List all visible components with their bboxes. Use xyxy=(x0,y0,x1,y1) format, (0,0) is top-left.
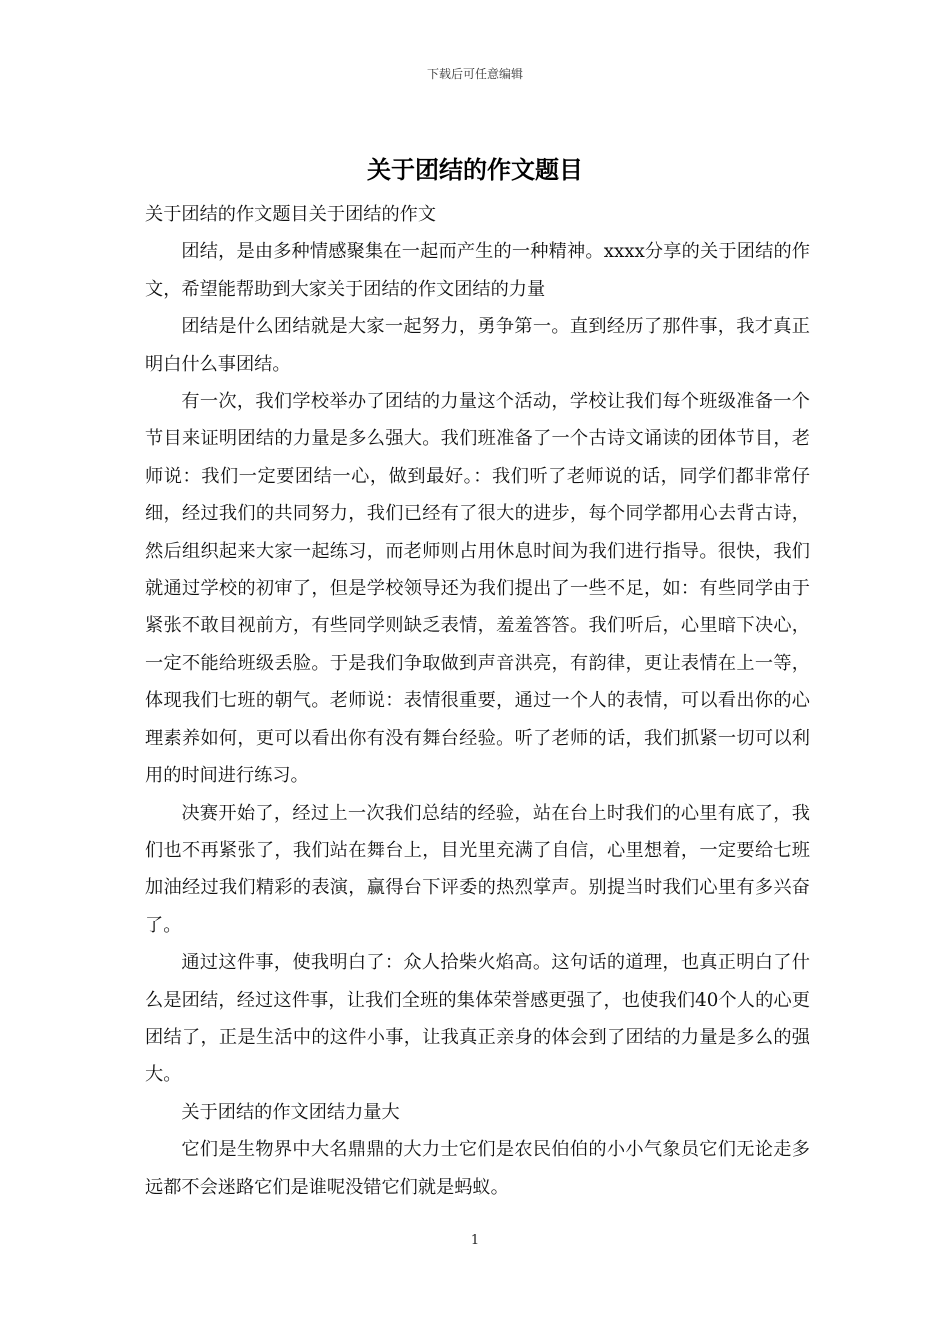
paragraph: 团结是什么团结就是大家一起努力，勇争第一。直到经历了那件事，我才真正明白什么事团结。 xyxy=(145,316,810,375)
paragraph: 决赛开始了，经过上一次我们总结的经验，站在台上时我们的心里有底了，我们也不再紧张了，我们站在舞台上，目光里充满了自信，心里想着，一定要给七班加油经过我们精彩的表演，赢得台下评委的热烈掌声。别提当时我们心里有多兴奋了。 xyxy=(145,802,810,936)
document-body xyxy=(145,196,810,1206)
document-title: 关于团结的作文题目 xyxy=(367,155,583,184)
page-number: 1 xyxy=(470,1233,480,1248)
paragraph: 它们是生物界中大名鼎鼎的大力士它们是农民伯伯的小小气象员它们无论走多远都不会迷路它们是谁呢没错它们就是蚂蚁。 xyxy=(145,1139,810,1198)
section-title: 关于团结的作文团结力量大 xyxy=(181,1101,400,1123)
document-subtitle: 关于团结的作文题目关于团结的作文 xyxy=(145,204,437,225)
paragraph: 通过这件事，使我明白了：众人拾柴火焰高。这句话的道理，也真正明白了什么是团结，经过这件事，让我们全班的集体荣誉感更强了，也使我们40个人的心更团结了，正是生活中的这件小事，让我真正亲身的体会到了团结的力量是多么的强大。 xyxy=(145,952,810,1086)
page-header: 下载后可任意编辑 xyxy=(426,67,523,81)
paragraph: 团结，是由多种情感聚集在一起而产生的一种精神。xxxx分享的关于团结的作文，希望能帮助到大家关于团结的作文团结的力量 xyxy=(145,241,810,300)
paragraph: 有一次，我们学校举办了团结的力量这个活动，学校让我们每个班级准备一个节目来证明团结的力量是多么强大。我们班准备了一个古诗文诵读的团体节目，老师说：我们一定要团结一心，做到最好。：我们听了老师说的话，同学们都非常仔细，经过我们的共同努力，我们已经有了很大的进步，每个同学都用心去背古诗，然后组织起来大家一起练习，而老师则占用休息时间为我们进行指导。很快，我们就通过学校的初审了，但是学校领导还为我们提出了一些不足，如：有些同学由于紧张不敢目视前方，有些同学则缺乏表情，羞羞答答。我们听后，心里暗下决心，一定不能给班级丢脸。于是我们争取做到声音洪亮，有韵律，更让表情在上一等，体现我们七班的朝气。老师说：表情很重要，通过一个人的表情，可以看出你的心理素养如何，更可以看出你有没有舞台经验。听了老师的话，我们抓紧一切可以利用的时间进行练习。 xyxy=(145,391,810,787)
